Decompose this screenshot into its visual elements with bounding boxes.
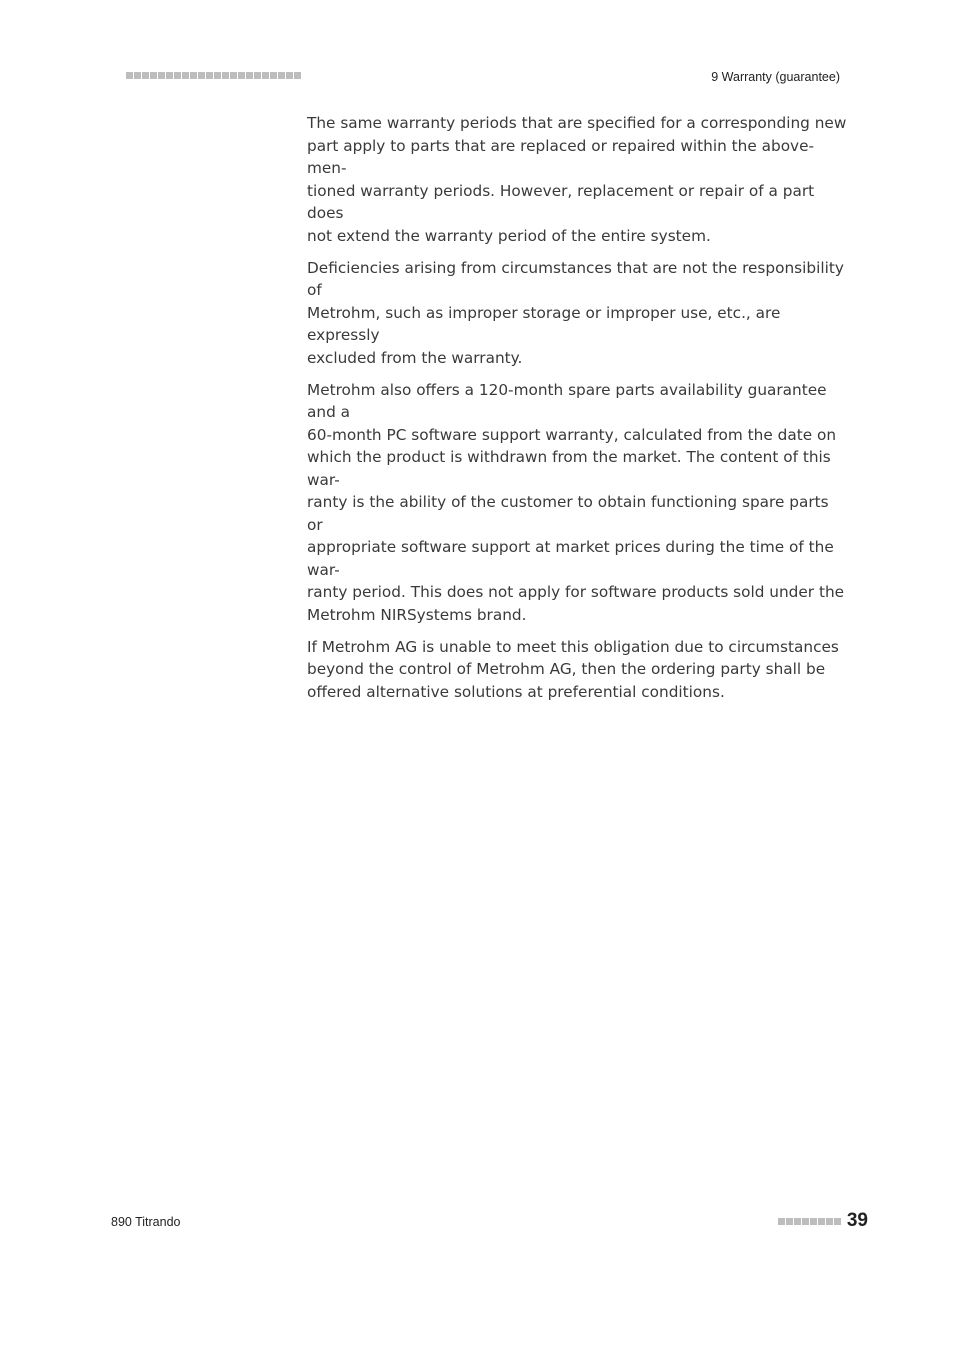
decor-square [174, 72, 181, 79]
decor-square [182, 72, 189, 79]
decor-square [190, 72, 197, 79]
decor-square [794, 1218, 801, 1225]
decor-square [810, 1218, 817, 1225]
decor-square [818, 1218, 825, 1225]
paragraph-spare-parts-guarantee: Metrohm also offers a 120-month spare parts availability guarantee and a 60-month PC software support warranty, calculated from the date on which the product is withdrawn from the market. The content of this war- ranty is the ability of the customer to obtain functioning spare parts or appropriate software support at market prices during the time of the war- ranty period. This does not apply for software products sold under the Metrohm NIRSystems brand. [307, 380, 845, 624]
decor-square [230, 72, 237, 79]
decor-square [254, 72, 261, 79]
decor-square [222, 72, 229, 79]
paragraph-warranty-exclusions: Deficiencies arising from circumstances that are not the responsibility of Metrohm, such as improper storage or improper use, etc., are expressly excluded from the warranty. [307, 258, 844, 367]
decor-square [206, 72, 213, 79]
decor-square [802, 1218, 809, 1225]
decor-square [278, 72, 285, 79]
decor-square [198, 72, 205, 79]
decor-square [214, 72, 221, 79]
page-number: 39 [846, 1210, 868, 1231]
decor-square [262, 72, 269, 79]
decor-square [286, 72, 293, 79]
decor-square [246, 72, 253, 79]
footer-decor-squares [778, 1218, 841, 1225]
footer-product-name: 890 Titrando [111, 1215, 181, 1229]
running-header-section-title: 9 Warranty (guarantee) [711, 70, 840, 84]
decor-square [166, 72, 173, 79]
decor-square [134, 72, 141, 79]
header-decor-squares [126, 72, 301, 79]
decor-square [786, 1218, 793, 1225]
decor-square [834, 1218, 841, 1225]
paragraph-alternative-solutions: If Metrohm AG is unable to meet this obligation due to circumstances beyond the control of Metrohm AG, then the ordering party shall be offered alternative solutions at preferential conditions. [307, 637, 839, 701]
body-text [307, 112, 847, 713]
decor-square [826, 1218, 833, 1225]
paragraph-warranty-replacement-parts: The same warranty periods that are specified for a corresponding new part apply to parts that are replaced or repaired within the above-men- tioned warranty periods. However, replacement or repair of a part does not extend the warranty period of the entire system. [307, 114, 847, 245]
decor-square [238, 72, 245, 79]
decor-square [126, 72, 133, 79]
decor-square [778, 1218, 785, 1225]
decor-square [294, 72, 301, 79]
decor-square [150, 72, 157, 79]
decor-square [158, 72, 165, 79]
footer-page-indicator [778, 1210, 868, 1232]
decor-square [270, 72, 277, 79]
decor-square [142, 72, 149, 79]
